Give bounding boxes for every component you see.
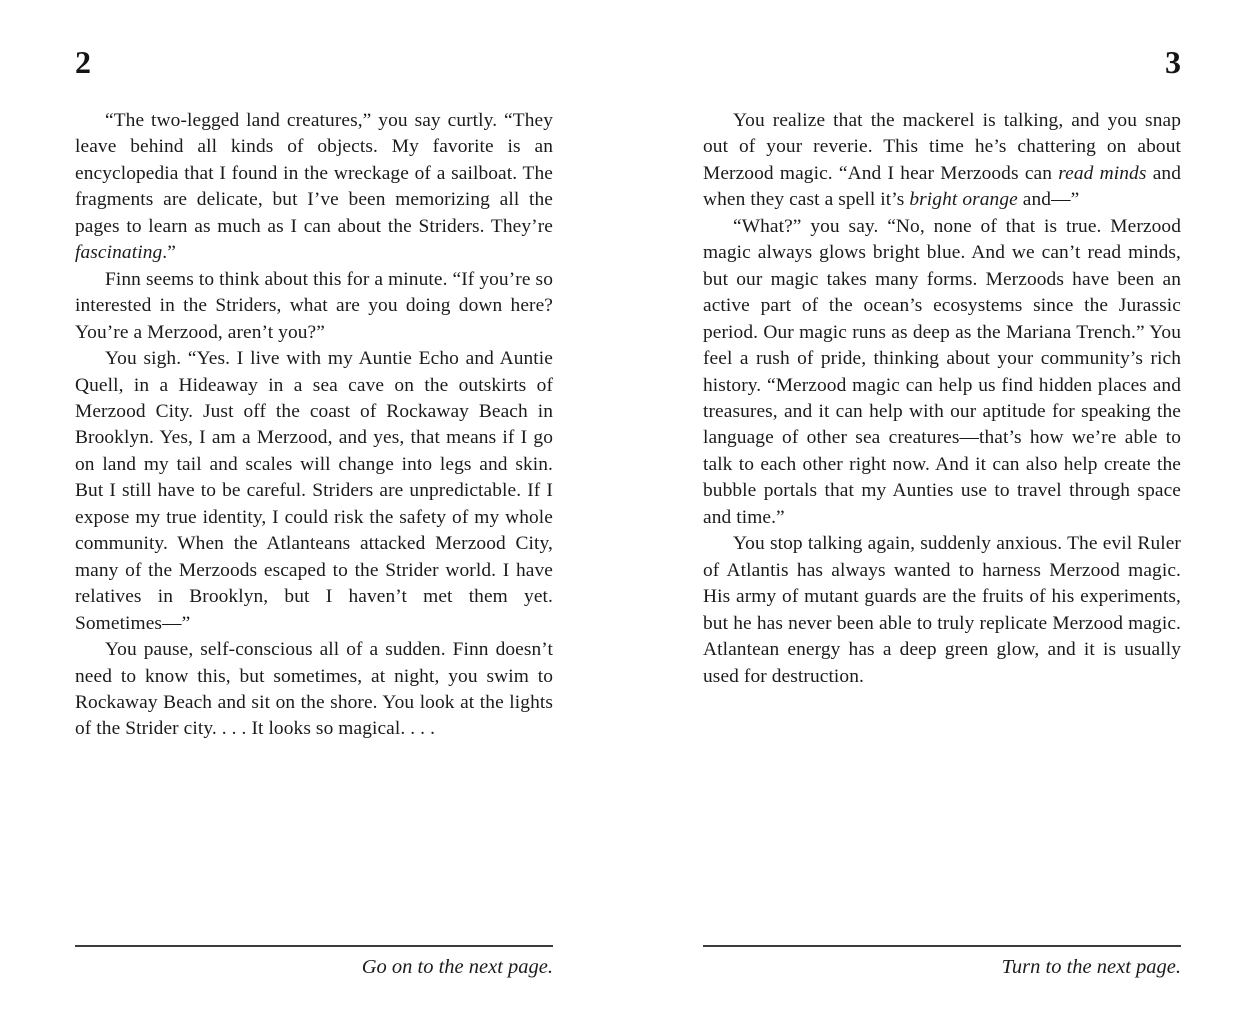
paragraph	[75, 108, 553, 267]
text-run: “What?” you say. “No, none of that is true. Merzood magic always glows bright blue. And we can’t read minds, but our magic takes many forms. Merzoods have been an active part of the ocean’s ecosystems since the Jurassic period. Our magic runs as deep as the Mariana Trench.” You feel a rush of pride, thinking about your community’s rich history. “Merzood magic can help us find hidden places and treasures, and it can help with our aptitude for speaking the language of other sea creatures—that’s how we’re able to talk to each other right now. And it can also help create the bubble portals that my Aunties use to travel through space and time.”	[703, 215, 1181, 528]
text-run: You sigh. “Yes. I live with my Auntie Echo and Auntie Quell, in a Hideaway in a sea cave on the outskirts of Merzood City. Just off the coast of Rockaway Beach in Brooklyn. Yes, I am a Merzood, and yes, that means if I go on land my tail and scales will change into legs and skin. But I still have to be careful. Striders are unpredictable. If I expose my true identity, I could risk the safety of my whole community. When the Atlanteans attacked Merzood City, many of the Merzoods escaped to the Strider world. I have relatives in Brooklyn, but I haven’t met them yet. Sometimes—”	[75, 348, 553, 634]
text-run: and when they cast a spell it’s	[703, 162, 1182, 211]
page-footer-left	[75, 945, 553, 979]
paragraph	[703, 108, 1181, 214]
footer-instruction: Turn to the next page.	[1001, 956, 1181, 978]
page-footer-right	[703, 945, 1181, 979]
italic-text-run: fascinating	[75, 242, 163, 264]
paragraph	[75, 267, 553, 346]
text-run: You pause, self-conscious all of a sudden. Finn doesn’t need to know this, but sometimes, at night, you swim to Rockaway Beach and sit on the shore. You look at the lights of the Strider city. . . . It looks so magical. . . .	[75, 639, 553, 740]
page-body-right	[703, 108, 1181, 690]
italic-text-run: bright orange	[909, 189, 1018, 211]
book-page-left	[75, 46, 553, 1006]
text-run: .”	[162, 242, 176, 264]
page-number-right: 3	[1165, 44, 1181, 80]
text-run: You stop talking again, suddenly anxious. The evil Ruler of Atlantis has always wanted to harness Merzood magic. His army of mutant guards are the fruits of his experiments, but he has never been able to truly replicate Merzood magic. Atlantean energy has a deep green glow, and it is usually used for destruction.	[703, 533, 1181, 687]
text-run: and—”	[1017, 189, 1080, 211]
page-number-left: 2	[75, 44, 91, 80]
paragraph	[75, 637, 553, 743]
text-run: Finn seems to think about this for a minute. “If you’re so interested in the Striders, what are you doing down here? You’re a Merzood, aren’t you?”	[75, 268, 553, 343]
paragraph	[75, 346, 553, 637]
paragraph	[703, 531, 1181, 690]
page-body-left	[75, 108, 553, 743]
italic-text-run: read minds	[1058, 162, 1147, 184]
footer-instruction: Go on to the next page.	[361, 956, 553, 978]
paragraph	[703, 214, 1181, 531]
book-page-right	[703, 46, 1181, 1006]
text-run: “The two-legged land creatures,” you say curtly. “They leave behind all kinds of objects. My favorite is an encyclopedia that I found in the wreckage of a sailboat. The fragments are delicate, but I’ve been memorizing all the pages to learn as much as I can about the Striders. They’re	[75, 110, 553, 237]
text-run: You realize that the mackerel is talking, and you snap out of your reverie. This time he’s chattering on about Merzood magic. “And I hear Merzoods can	[703, 110, 1181, 184]
